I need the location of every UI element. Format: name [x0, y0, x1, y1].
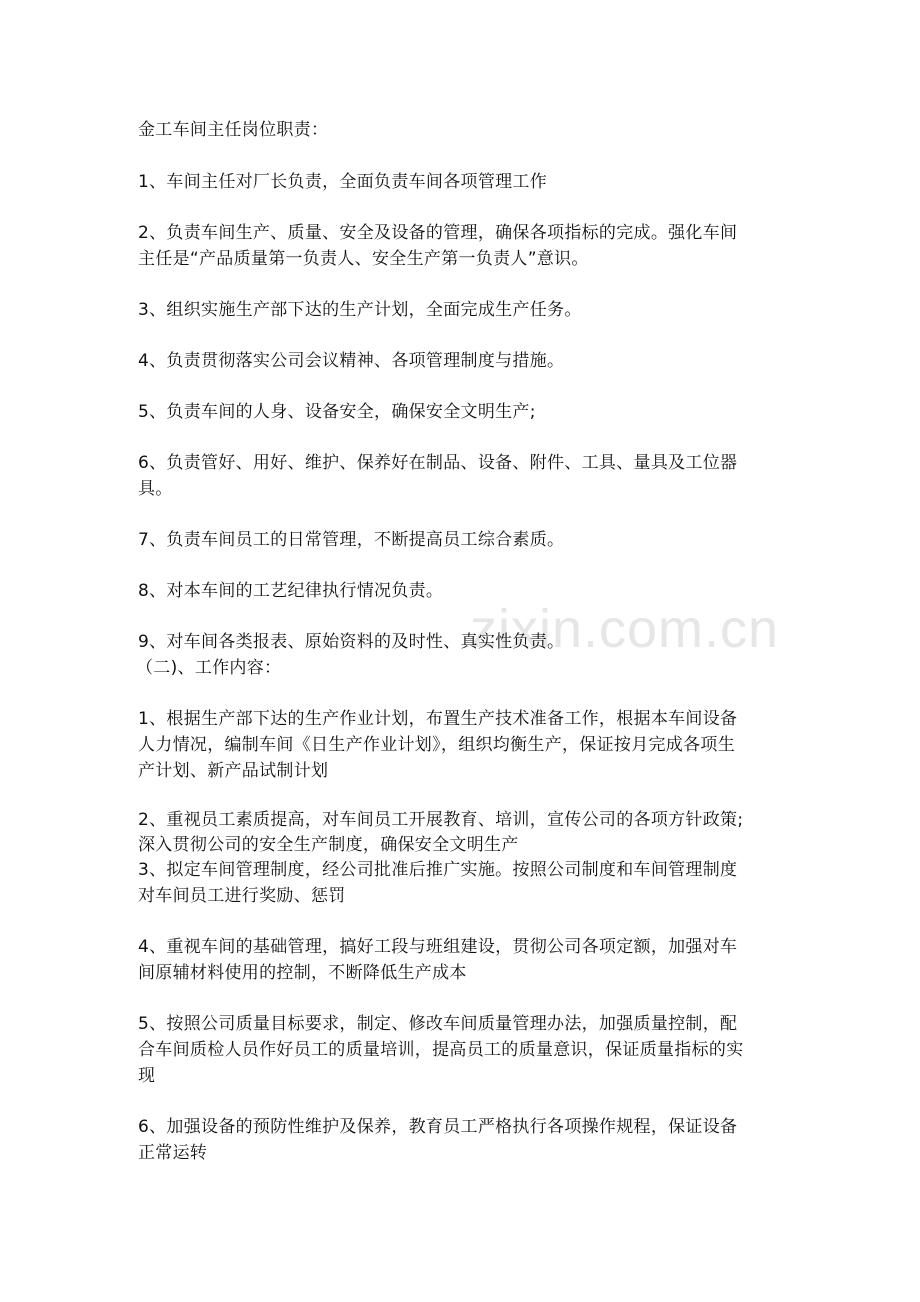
text-line: 1、根据生产部下达的生产作业计划，布置生产技术准备工作，根据本车间设备 [138, 709, 738, 729]
text-line: 8、对本车间的工艺纪律执行情况负责。 [138, 581, 444, 601]
text-line: 9、对车间各类报表、原始资料的及时性、真实性负责。 [138, 632, 565, 652]
text-line: 5、负责车间的人身、设备安全，确保安全文明生产; [138, 402, 536, 422]
text-line: 1、车间主任对厂长负责，全面负责车间各项管理工作 [138, 172, 548, 192]
text-line: 7、负责车间员工的日常管理，不断提高员工综合素质。 [138, 530, 565, 550]
text-line: 6、负责管好、用好、维护、保养好在制品、设备、附件、工具、量具及工位器 [138, 453, 738, 473]
text-line: 具。 [138, 479, 173, 499]
text-line: 深入贯彻公司的安全生产制度，确保安全文明生产 [138, 835, 519, 855]
text-line: 2、重视员工素质提高，对车间员工开展教育、培训，宣传公司的各项方针政策; [138, 810, 744, 830]
watermark: zixin.com.cn [470, 599, 780, 659]
text-line: 2、负责车间生产、质量、安全及设备的管理，确保各项指标的完成。强化车间 [138, 223, 738, 243]
text-line: 3、组织实施生产部下达的生产计划，全面完成生产任务。 [138, 300, 582, 320]
text-line: 正常运转 [138, 1143, 208, 1163]
text-line: 6、加强设备的预防性维护及保养，教育员工严格执行各项操作规程，保证设备 [138, 1117, 738, 1137]
text-line: 5、按照公司质量目标要求，制定、修改车间质量管理办法，加强质量控制，配 [138, 1014, 738, 1034]
text-line: 对车间员工进行奖励、惩罚 [138, 886, 346, 906]
doc-title: 金工车间主任岗位职责： [138, 120, 329, 140]
text-line: 现 [138, 1066, 156, 1086]
text-line: 产计划、新产品试制计划 [138, 761, 329, 781]
section-heading: （二)、工作内容： [136, 658, 282, 678]
text-line: 合车间质检人员作好员工的质量培训，提高员工的质量意识，保证质量指标的实 [138, 1040, 744, 1060]
text-line: 间原辅材料使用的控制，不断降低生产成本 [138, 963, 467, 983]
text-line: 4、重视车间的基础管理，搞好工段与班组建设，贯彻公司各项定额，加强对车 [138, 937, 738, 957]
text-line: 4、负责贯彻落实公司会议精神、各项管理制度与措施。 [138, 351, 565, 371]
text-line: 主任是“产品质量第一负责人、安全生产第一负责人”意识。 [138, 249, 589, 269]
text-line: 人力情况，编制车间《日生产作业计划》，组织均衡生产，保证按月完成各项生 [138, 735, 735, 755]
text-line: 3、拟定车间管理制度，经公司批准后推广实施。按照公司制度和车间管理制度 [138, 860, 738, 880]
